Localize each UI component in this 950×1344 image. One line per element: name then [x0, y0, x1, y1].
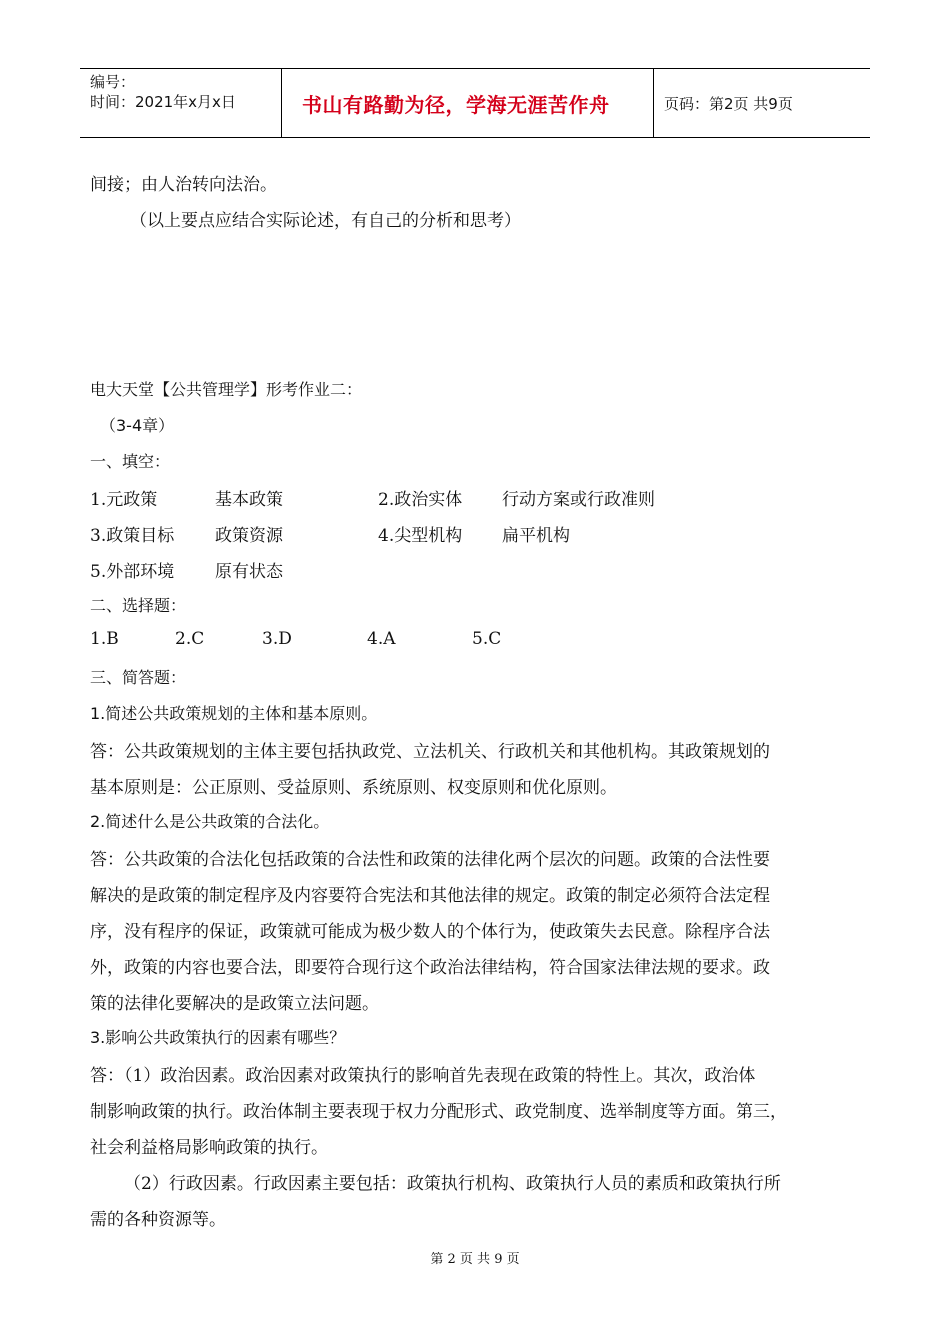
section-fill-heading: 一、填空：	[90, 452, 171, 471]
choice-item: 5.C	[472, 629, 502, 649]
answer-3-line: 需的各种资源等。	[90, 1210, 226, 1230]
header-meta	[80, 69, 282, 137]
fill-item: 3.政策目标	[90, 526, 175, 546]
choice-item: 3.D	[262, 629, 292, 649]
answer-2-line: 序，没有程序的保证，政策就可能成为极少数人的个体行为，使政策失去民意。除程序合法	[90, 922, 770, 942]
fill-item: 5.外部环境	[90, 562, 175, 582]
fill-item: 政策资源	[215, 526, 283, 546]
answer-1-line: 基本原则是：公正原则、受益原则、系统原则、权变原则和优化原则。	[90, 778, 617, 798]
fill-item: 原有状态	[215, 562, 283, 582]
header-motto: 书山有路勤为径，学海无涯苦作舟	[282, 69, 654, 137]
header-page-label: 页码：第2页 共9页	[664, 94, 793, 113]
document-header	[80, 68, 870, 138]
question-1: 1.简述公共政策规划的主体和基本原则。	[90, 704, 378, 723]
section-choice-heading: 二、选择题：	[90, 596, 187, 615]
answer-3-line: （2）行政因素。行政因素主要包括：政策执行机构、政策执行人员的素质和政策执行所	[124, 1174, 781, 1194]
fill-item: 行动方案或行政准则	[502, 490, 655, 510]
chapter-range: （3-4章）	[100, 416, 175, 435]
body-note: （以上要点应结合实际论述，有自己的分析和思考）	[130, 211, 521, 231]
assignment-title: 电大天堂【公共管理学】形考作业二：	[90, 380, 363, 399]
answer-3-line: 制影响政策的执行。政治体制主要表现于权力分配形式、政党制度、选举制度等方面。第三，	[90, 1102, 787, 1122]
answer-2-line: 答：公共政策的合法化包括政策的合法性和政策的法律化两个层次的问题。政策的合法性要	[90, 850, 770, 870]
question-2: 2.简述什么是公共政策的合法化。	[90, 812, 330, 831]
section-short-heading: 三、简答题：	[90, 668, 187, 687]
answer-1-line: 答：公共政策规划的主体主要包括执政党、立法机关、行政机关和其他机构。其政策规划的	[90, 742, 770, 762]
answer-2-line: 解决的是政策的制定程序及内容要符合宪法和其他法律的规定。政策的制定必须符合法定程	[90, 886, 770, 906]
fill-item: 扁平机构	[502, 526, 570, 546]
fill-item: 1.元政策	[90, 490, 158, 510]
answer-3-line: 答：（1）政治因素。政治因素对政策执行的影响首先表现在政策的特性上。其次，政治体	[90, 1066, 756, 1086]
answer-3-line: 社会利益格局影响政策的执行。	[90, 1138, 328, 1158]
choice-item: 2.C	[175, 629, 205, 649]
number-label: 编号：	[90, 73, 136, 91]
fill-item: 基本政策	[215, 490, 283, 510]
date-label: 时间：2021年x月x日	[90, 93, 236, 111]
fill-item: 2.政治实体	[378, 490, 463, 510]
answer-2-line: 外，政策的内容也要合法，即要符合现行这个政治法律结构，符合国家法律法规的要求。政	[90, 958, 770, 978]
answer-2-line: 策的法律化要解决的是政策立法问题。	[90, 994, 379, 1014]
choice-item: 1.B	[90, 629, 119, 649]
fill-item: 4.尖型机构	[378, 526, 463, 546]
question-3: 3.影响公共政策执行的因素有哪些？	[90, 1028, 346, 1047]
body-line: 间接；由人治转向法治。	[90, 175, 277, 195]
page-footer: 第 2 页 共 9 页	[430, 1252, 520, 1267]
choice-item: 4.A	[367, 629, 396, 649]
